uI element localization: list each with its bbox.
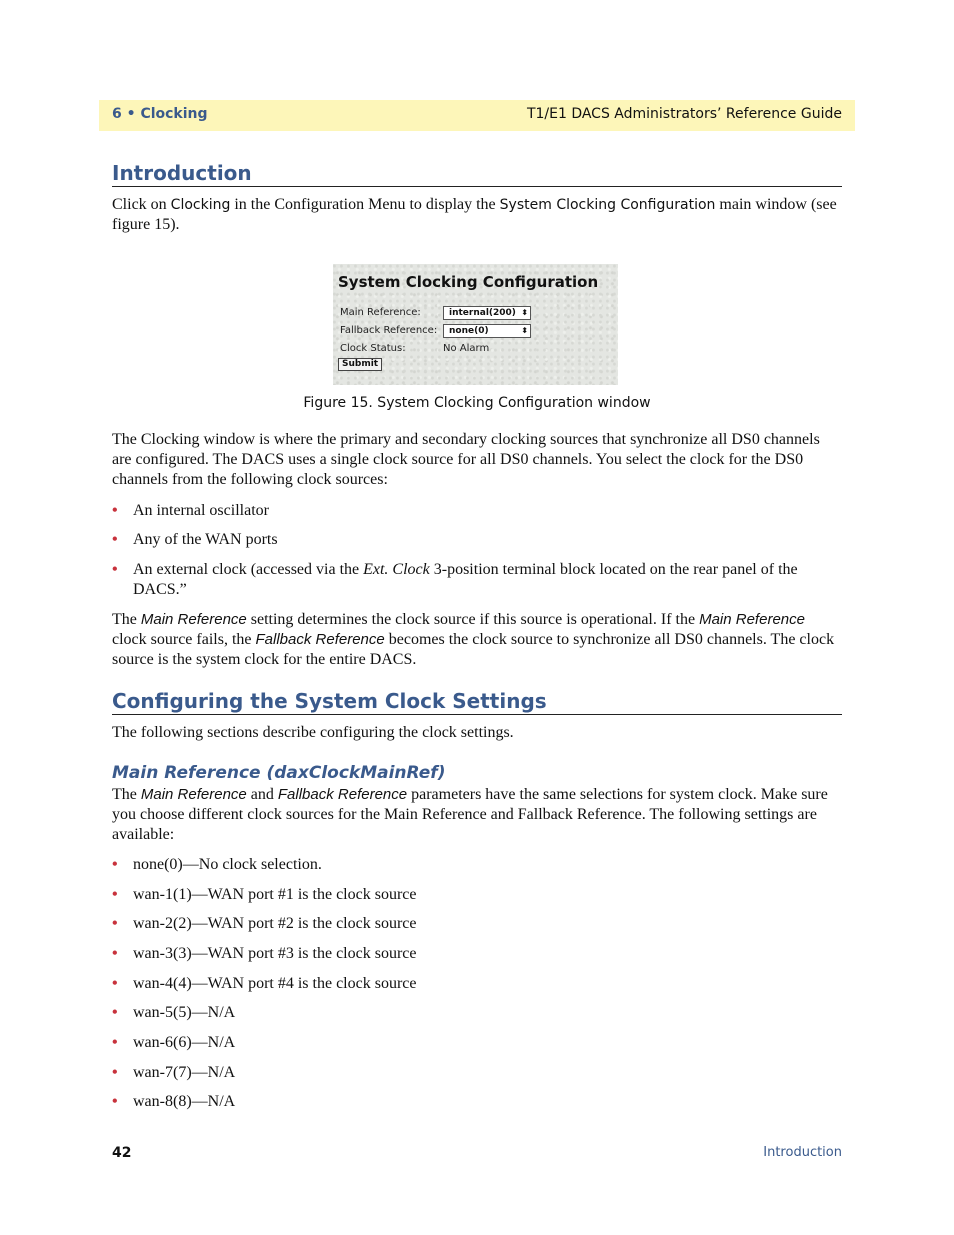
list-item: • none(0)—No clock selection. <box>112 856 322 873</box>
figure-system-clocking-window <box>333 264 618 385</box>
fallback-reference-select[interactable]: none(0) ⬍ <box>443 324 531 338</box>
list-item: • wan-2(2)—WAN port #2 is the clock source <box>112 915 417 932</box>
term-clocking: Clocking <box>170 197 231 213</box>
settings-intro-paragraph: The Main Reference and Fallback Reference parameters have the same selections for system clock. Make sure you choose different clock sources for the Main Reference and Fallback Reference. The following settings are available: <box>112 786 828 843</box>
figure-caption: Figure 15. System Clocking Configuration window <box>303 395 651 411</box>
clocking-window-paragraph: The Clocking window is where the primary and secondary clocking sources that synchronize all DS0 channels are configured. The DACS uses a single clock source for all DS0 channels. You select the clock for the DS0 channels from the following clock sources: <box>112 431 820 488</box>
main-reference-label: Main Reference: <box>340 307 421 318</box>
bullet-icon: • <box>112 856 118 873</box>
bullet-icon: • <box>112 945 118 962</box>
select-arrows-icon: ⬍ <box>521 326 528 335</box>
configuring-paragraph: The following sections describe configuring the clock settings. <box>112 724 514 741</box>
guide-title: T1/E1 DACS Administrators’ Reference Guide <box>526 106 842 122</box>
fallback-reference-label: Fallback Reference: <box>340 325 438 336</box>
bullet-icon: • <box>112 915 118 932</box>
bullet-icon: • <box>112 1004 118 1021</box>
select-arrows-icon: ⬍ <box>521 308 528 317</box>
list-item: • wan-7(7)—N/A <box>112 1064 236 1081</box>
footer-section: Introduction <box>763 1145 842 1160</box>
clock-status-label: Clock Status: <box>340 343 406 354</box>
page-number: 42 <box>112 1145 132 1161</box>
term-system-clocking-configuration: System Clocking Configuration <box>499 197 716 213</box>
submit-button[interactable]: Submit <box>338 358 382 371</box>
list-item: • wan-1(1)—WAN port #1 is the clock source <box>112 886 417 903</box>
main-reference-paragraph: The Main Reference setting determines the clock source if this source is operational. If the Main Reference clock source fails, the Fallback Reference becomes the clock source to synchronize all DS0 channels. The clock source is the system clock for the entire DACS. <box>112 611 835 668</box>
bullet-icon: • <box>112 531 118 548</box>
bullet-icon: • <box>112 1034 118 1051</box>
clock-status-value: No Alarm <box>443 343 490 354</box>
term-ext-clock: Ext. Clock <box>363 561 430 578</box>
list-item: • Any of the WAN ports <box>112 531 278 548</box>
bullet-icon: • <box>112 502 118 519</box>
chapter-label: 6 • Clocking <box>112 106 208 122</box>
list-item: • An external clock (accessed via the Ext. Clock 3-position terminal block located on the rear panel of the DACS.” <box>112 561 798 598</box>
bullet-icon: • <box>112 975 118 992</box>
bullet-icon: • <box>112 1093 118 1110</box>
list-item: • wan-5(5)—N/A <box>112 1004 236 1021</box>
list-item: • wan-3(3)—WAN port #3 is the clock source <box>112 945 417 962</box>
list-item: • wan-8(8)—N/A <box>112 1093 236 1110</box>
intro-paragraph: Click on Clocking in the Configuration Menu to display the System Clocking Configuration main window (see figure 15). <box>112 196 837 233</box>
section-title-configuring: Configuring the System Clock Settings <box>112 689 842 715</box>
figure-window-title: System Clocking Configuration <box>338 273 599 291</box>
section-title-introduction: Introduction <box>112 161 842 187</box>
list-item: • An internal oscillator <box>112 502 269 519</box>
bullet-icon: • <box>112 886 118 903</box>
bullet-icon: • <box>112 561 118 578</box>
bullet-icon: • <box>112 1064 118 1081</box>
main-reference-select[interactable]: internal(200) ⬍ <box>443 306 531 320</box>
list-item: • wan-4(4)—WAN port #4 is the clock source <box>112 975 417 992</box>
subsection-title-main-reference: Main Reference (daxClockMainRef) <box>112 763 446 783</box>
list-item: • wan-6(6)—N/A <box>112 1034 236 1051</box>
